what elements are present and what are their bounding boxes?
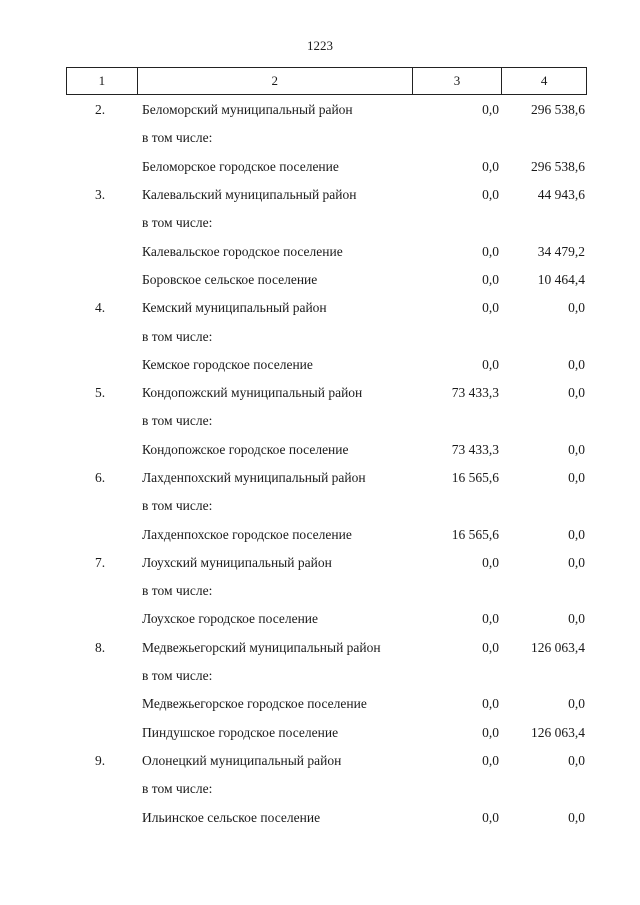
row-value-col-4-text: 0,0 bbox=[568, 611, 585, 627]
row-value-col-4 bbox=[502, 442, 587, 458]
row-value-col-3 bbox=[412, 272, 502, 288]
row-value-col-3 bbox=[412, 300, 502, 316]
row-number-text: 6. bbox=[94, 470, 106, 485]
table-row bbox=[66, 96, 587, 124]
row-number bbox=[66, 442, 136, 458]
row-value-col-4 bbox=[502, 187, 587, 203]
row-name bbox=[136, 696, 412, 712]
row-value-col-4-text: 0,0 bbox=[568, 554, 585, 570]
row-value-col-3 bbox=[412, 159, 502, 175]
row-value-col-3 bbox=[412, 555, 502, 571]
row-value-col-3-text: 0,0 bbox=[482, 356, 499, 372]
row-value-col-4 bbox=[502, 527, 587, 543]
row-number bbox=[66, 725, 136, 741]
row-number bbox=[66, 130, 136, 146]
row-name bbox=[136, 215, 412, 231]
row-value-col-4-text: 0,0 bbox=[568, 300, 585, 316]
table-row bbox=[66, 153, 587, 181]
row-value-col-4-text: 0,0 bbox=[568, 809, 585, 825]
row-number bbox=[66, 357, 136, 373]
row-number-text: 2. bbox=[94, 102, 106, 118]
row-value-col-3-text: 0,0 bbox=[482, 158, 499, 174]
table-row bbox=[66, 634, 587, 662]
row-name bbox=[136, 300, 412, 316]
row-name bbox=[136, 187, 412, 203]
row-name-text: Кондопожское городское поселение bbox=[142, 441, 349, 457]
table-row bbox=[66, 209, 587, 237]
row-name bbox=[136, 159, 412, 175]
row-number bbox=[66, 611, 136, 627]
header-col-3: 3 bbox=[412, 68, 502, 94]
row-value-col-4-text: 0,0 bbox=[568, 385, 585, 401]
row-name bbox=[136, 640, 412, 656]
table-row bbox=[66, 803, 587, 831]
row-value-col-3 bbox=[412, 102, 502, 118]
row-name bbox=[136, 130, 412, 146]
table-header-row bbox=[66, 67, 587, 95]
row-value-col-4-text: 0,0 bbox=[568, 441, 585, 457]
row-number bbox=[66, 470, 136, 486]
row-value-col-3 bbox=[412, 725, 502, 741]
row-number bbox=[66, 187, 136, 203]
row-name-text: в том числе: bbox=[142, 328, 213, 344]
row-name-text: в том числе: bbox=[142, 668, 213, 684]
row-name-text: в том числе: bbox=[142, 583, 213, 599]
row-value-col-4 bbox=[502, 272, 587, 288]
row-value-col-4-text: 0,0 bbox=[568, 356, 585, 372]
table-row bbox=[66, 322, 587, 350]
row-value-col-4 bbox=[502, 102, 587, 118]
table-row bbox=[66, 577, 587, 605]
row-name-text: Медвежьегорское городское поселение bbox=[142, 696, 367, 712]
row-number bbox=[66, 555, 136, 571]
row-value-col-3 bbox=[412, 470, 502, 486]
row-number bbox=[66, 159, 136, 175]
table-row bbox=[66, 294, 587, 322]
row-name-text: Лахденпохское городское поселение bbox=[142, 526, 352, 542]
row-name bbox=[136, 611, 412, 627]
row-value-col-4-text: 44 943,6 bbox=[537, 187, 585, 203]
row-value-col-3-text: 0,0 bbox=[482, 187, 499, 203]
row-name-text: Беломорское городское поселение bbox=[142, 158, 339, 174]
row-value-col-3 bbox=[412, 244, 502, 260]
row-value-col-4 bbox=[502, 555, 587, 571]
row-value-col-3-text: 0,0 bbox=[482, 300, 499, 316]
row-name-text: Боровское сельское поселение bbox=[142, 271, 318, 287]
table-row bbox=[66, 266, 587, 294]
row-value-col-3-text: 16 565,6 bbox=[451, 526, 499, 542]
row-number bbox=[66, 753, 136, 769]
row-name bbox=[136, 442, 412, 458]
row-number bbox=[66, 102, 136, 118]
row-number bbox=[66, 583, 136, 599]
header-col-2: 2 bbox=[137, 68, 412, 94]
table-row bbox=[66, 351, 587, 379]
row-name-text: Олонецкий муниципальный район bbox=[142, 752, 342, 768]
row-number bbox=[66, 329, 136, 345]
row-name bbox=[136, 555, 412, 571]
row-name-text: в том числе: bbox=[142, 130, 213, 146]
row-value-col-4 bbox=[502, 244, 587, 260]
row-number-text: 7. bbox=[94, 554, 106, 570]
table-body bbox=[66, 95, 587, 832]
row-number bbox=[66, 244, 136, 260]
row-name bbox=[136, 413, 412, 429]
table-row bbox=[66, 124, 587, 152]
row-name-text: Калевальский муниципальный район bbox=[142, 187, 357, 203]
row-value-col-4 bbox=[502, 753, 587, 769]
header-col-1: 1 bbox=[98, 73, 106, 88]
row-value-col-3-text: 0,0 bbox=[482, 554, 499, 570]
table-row bbox=[66, 719, 587, 747]
row-name-text: Лоухское городское поселение bbox=[142, 611, 319, 627]
table-row bbox=[66, 549, 587, 577]
row-value-col-4-text: 126 063,4 bbox=[531, 639, 585, 655]
row-value-col-4 bbox=[502, 696, 587, 712]
row-name-text: Калевальское городское поселение bbox=[142, 243, 343, 259]
row-value-col-3-text: 16 565,6 bbox=[451, 470, 499, 485]
row-number bbox=[66, 696, 136, 712]
row-name-text: в том числе: bbox=[142, 781, 213, 797]
row-value-col-3 bbox=[412, 187, 502, 203]
row-name bbox=[136, 527, 412, 543]
row-name-text: Кемское городское поселение bbox=[142, 356, 313, 372]
row-value-col-3 bbox=[412, 696, 502, 712]
row-name-text: в том числе: bbox=[142, 413, 213, 429]
row-number bbox=[66, 272, 136, 288]
row-value-col-4 bbox=[502, 470, 587, 486]
row-name-text: Пиндушское городское поселение bbox=[142, 724, 339, 740]
row-name-text: Лоухский муниципальный район bbox=[142, 554, 332, 570]
row-value-col-3-text: 0,0 bbox=[482, 724, 499, 740]
row-value-col-4-text: 296 538,6 bbox=[531, 102, 585, 118]
row-value-col-3-text: 0,0 bbox=[482, 271, 499, 287]
row-value-col-3-text: 0,0 bbox=[482, 611, 499, 627]
row-name bbox=[136, 272, 412, 288]
row-value-col-3 bbox=[412, 357, 502, 373]
row-name bbox=[136, 781, 412, 797]
row-name-text: в том числе: bbox=[142, 498, 213, 514]
row-value-col-4-text: 126 063,4 bbox=[531, 724, 585, 740]
row-name-text: Беломорский муниципальный район bbox=[142, 102, 353, 118]
row-value-col-4-text: 0,0 bbox=[568, 696, 585, 712]
row-value-col-4-text: 34 479,2 bbox=[537, 243, 585, 259]
row-value-col-4 bbox=[502, 640, 587, 656]
row-value-col-3-text: 0,0 bbox=[482, 102, 499, 118]
row-number bbox=[66, 385, 136, 401]
table-row bbox=[66, 379, 587, 407]
row-name bbox=[136, 753, 412, 769]
row-number-text: 3. bbox=[94, 187, 106, 203]
row-name bbox=[136, 810, 412, 826]
row-number bbox=[66, 640, 136, 656]
row-value-col-4 bbox=[502, 357, 587, 373]
row-name bbox=[136, 385, 412, 401]
row-value-col-4-text: 10 464,4 bbox=[537, 271, 585, 287]
row-value-col-3-text: 0,0 bbox=[482, 639, 499, 655]
row-value-col-3 bbox=[412, 753, 502, 769]
table-row bbox=[66, 181, 587, 209]
row-name-text: в том числе: bbox=[142, 215, 213, 231]
row-name bbox=[136, 470, 412, 486]
row-value-col-3 bbox=[412, 810, 502, 826]
table-row bbox=[66, 605, 587, 633]
row-value-col-3 bbox=[412, 527, 502, 543]
row-name bbox=[136, 583, 412, 599]
row-number bbox=[66, 215, 136, 231]
row-number-text: 9. bbox=[94, 752, 106, 768]
row-value-col-3 bbox=[412, 640, 502, 656]
row-number bbox=[66, 300, 136, 316]
row-number bbox=[66, 413, 136, 429]
row-number bbox=[66, 810, 136, 826]
row-value-col-3-text: 0,0 bbox=[482, 696, 499, 712]
row-value-col-3 bbox=[412, 611, 502, 627]
row-name-text: Кондопожский муниципальный район bbox=[142, 385, 363, 401]
row-value-col-3 bbox=[412, 442, 502, 458]
row-number bbox=[66, 498, 136, 514]
row-value-col-3-text: 0,0 bbox=[482, 809, 499, 825]
page-number: 1223 bbox=[307, 38, 333, 53]
row-number-text: 4. bbox=[94, 300, 106, 316]
row-name-text: Лахденпохский муниципальный район bbox=[142, 470, 366, 485]
row-value-col-4 bbox=[502, 300, 587, 316]
table-row bbox=[66, 520, 587, 548]
data-table bbox=[66, 67, 587, 832]
row-number bbox=[66, 668, 136, 684]
row-name bbox=[136, 668, 412, 684]
row-value-col-4 bbox=[502, 810, 587, 826]
row-value-col-3 bbox=[412, 385, 502, 401]
row-number-text: 8. bbox=[94, 639, 106, 655]
row-name bbox=[136, 498, 412, 514]
row-name-text: Кемский муниципальный район bbox=[142, 300, 327, 316]
row-number-text: 5. bbox=[94, 385, 106, 401]
table-row bbox=[66, 407, 587, 435]
row-name-text: Ильинское сельское поселение bbox=[142, 809, 321, 825]
row-value-col-4-text: 0,0 bbox=[568, 526, 585, 542]
row-value-col-4-text: 0,0 bbox=[568, 752, 585, 768]
row-value-col-3-text: 73 433,3 bbox=[451, 385, 499, 401]
table-row bbox=[66, 436, 587, 464]
row-number bbox=[66, 781, 136, 797]
table-row bbox=[66, 492, 587, 520]
row-value-col-3-text: 0,0 bbox=[482, 752, 499, 768]
row-value-col-4 bbox=[502, 385, 587, 401]
table-row bbox=[66, 690, 587, 718]
row-value-col-4 bbox=[502, 725, 587, 741]
row-name bbox=[136, 357, 412, 373]
row-value-col-3-text: 0,0 bbox=[482, 243, 499, 259]
row-name-text: Медвежьегорский муниципальный район bbox=[142, 639, 381, 655]
row-value-col-4 bbox=[502, 159, 587, 175]
table-row bbox=[66, 237, 587, 265]
header-col-4: 4 bbox=[501, 68, 586, 94]
table-row bbox=[66, 464, 587, 492]
row-value-col-4-text: 296 538,6 bbox=[531, 158, 585, 174]
row-name bbox=[136, 244, 412, 260]
row-value-col-4-text: 0,0 bbox=[568, 470, 585, 485]
row-name bbox=[136, 725, 412, 741]
row-name bbox=[136, 102, 412, 118]
table-row bbox=[66, 775, 587, 803]
row-value-col-3-text: 73 433,3 bbox=[451, 441, 499, 457]
row-value-col-4 bbox=[502, 611, 587, 627]
row-number bbox=[66, 527, 136, 543]
row-name bbox=[136, 329, 412, 345]
table-row bbox=[66, 662, 587, 690]
table-row bbox=[66, 747, 587, 775]
